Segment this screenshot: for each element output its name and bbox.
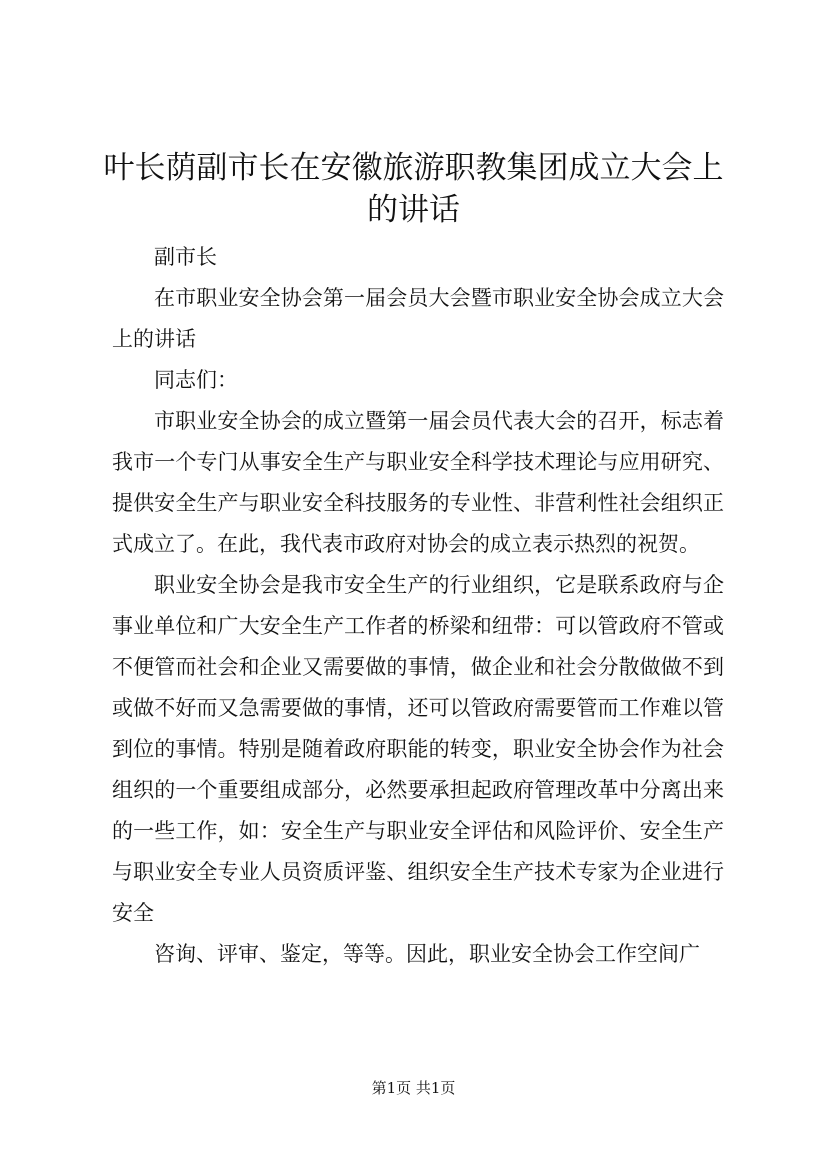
paragraph-speech-title: 在市职业安全协会第一届会员大会暨市职业安全协会成立大会上的讲话 (112, 286, 724, 351)
paragraph-author: 副市长 (154, 245, 217, 269)
document-body (112, 237, 724, 975)
page-footer: 第1页 共1页 (371, 1079, 456, 1097)
document-title: 叶长荫副市长在安徽旅游职教集团成立大会上的讲话 (103, 150, 724, 228)
paragraph-body-2: 职业安全协会是我市安全生产的行业组织，它是联系政府与企事业单位和广大安全生产工作者的桥梁和纽带：可以管政府不管或不便管而社会和企业又需要做的事情，做企业和社会分散做做不到或做不好而又急需要做的事情，还可以管政府需要管而工作难以管到位的事情。特别是随着政府职能的转变，职业安全协会作为社会组织的一个重要组成部分，必然要承担起政府管理改革中分离出来的一些工作，如：安全生产与职业安全评估和风险评价、安全生产与职业安全专业人员资质评鉴、组织安全生产技术专家为企业进行安全 (112, 573, 724, 925)
paragraph-body-3: 咨询、评审、鉴定，等等。因此，职业安全协会工作空间广 (154, 942, 700, 966)
paragraph-salutation: 同志们： (154, 368, 238, 392)
paragraph-body-1: 市职业安全协会的成立暨第一届会员代表大会的召开，标志着我市一个专门从事安全生产与职业安全科学技术理论与应用研究、提供安全生产与职业安全科技服务的专业性、非营利性社会组织正式成立了。在此，我代表市政府对协会的成立表示热烈的祝贺。 (112, 409, 724, 556)
